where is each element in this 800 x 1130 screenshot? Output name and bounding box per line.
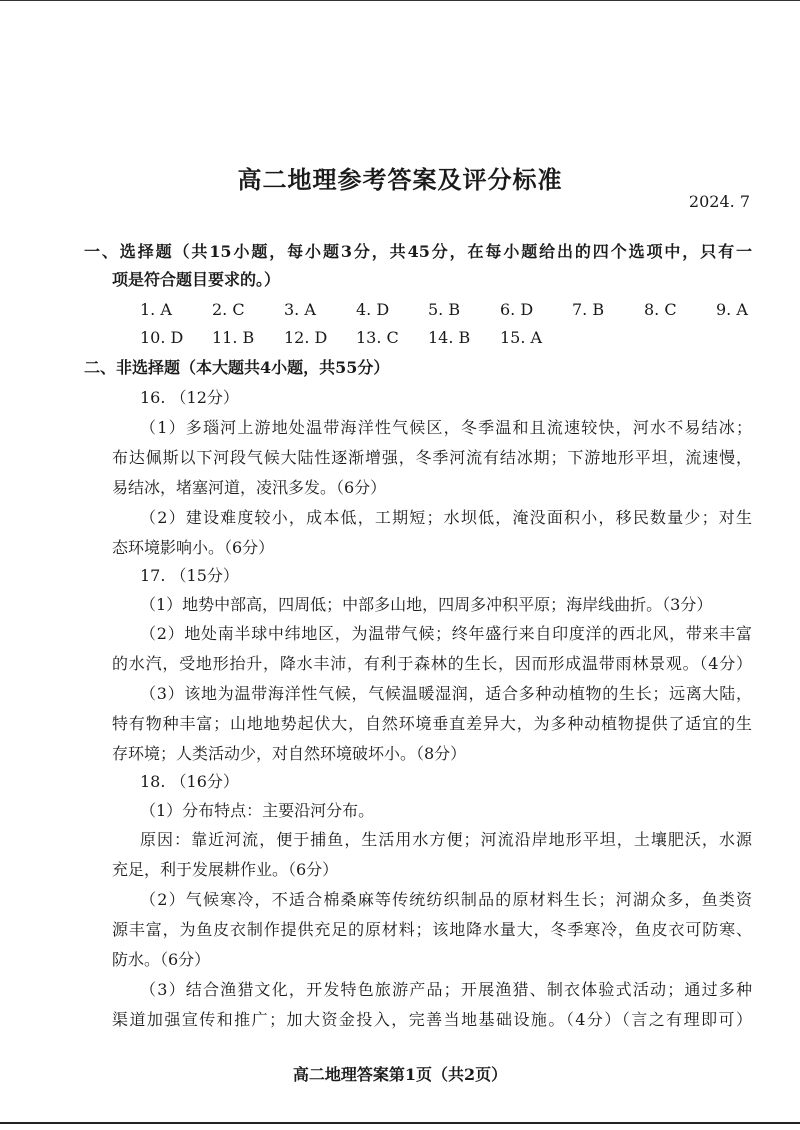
answer-item: 12. D: [284, 328, 328, 347]
q16-p2-line2: 态环境影响小。（6分）: [112, 538, 275, 557]
answer-item: 4. D: [356, 300, 390, 319]
answers-row-1: [140, 300, 756, 320]
answer-item: 6. D: [500, 300, 534, 319]
q17-p3-line3: 存环境；人类活动少，对自然环境破坏小。（8分）: [112, 744, 467, 763]
section1-heading: 一、选择题（共15小题，每小题3分，共45分，在每小题给出的四个选项中，只有一: [84, 242, 752, 261]
q16-p2-line1: （2）建设难度较小，成本低，工期短；水坝低，淹没面积小，移民数量少；对生: [140, 508, 752, 527]
q18-p3-line1: （3）结合渔猎文化，开发特色旅游产品；开展渔猎、制衣体验式活动；通过多种: [140, 980, 752, 999]
answer-item: 9. A: [716, 300, 748, 319]
answer-item: 3. A: [284, 300, 316, 319]
q16-p1-line2: 布达佩斯以下河段气候大陆性逐渐增强，冬季河流有结冰期；下游地形平坦，流速慢，: [112, 448, 752, 467]
answer-item: 11. B: [212, 328, 255, 347]
answer-item: 8. C: [644, 300, 677, 319]
q16-p1-line3: 易结冰，堵塞河道，凌汛多发。（6分）: [112, 478, 387, 497]
section2-heading: 二、非选择题（本大题共4小题，共55分）: [84, 358, 390, 377]
q17-label: 17. （15分）: [140, 566, 239, 585]
q16-p1-line1: （1）多瑙河上游地处温带海洋性气候区，冬季温和且流速较快，河水不易结冰；: [140, 418, 752, 437]
q18-p1b-line2: 充足，利于发展耕作业。（6分）: [112, 860, 339, 879]
q18-p3-line2: 渠道加强宣传和推广；加大资金投入，完善当地基础设施。（4分）（言之有理即可）: [112, 1010, 752, 1029]
date-label: 2024. 7: [688, 192, 750, 211]
answer-item: 15. A: [500, 328, 543, 347]
q17-p2-line2: 的水汽，受地形抬升，降水丰沛，有利于森林的生长，因而形成温带雨林景观。（4分）: [112, 654, 752, 673]
q18-p1-line1: （1）分布特点：主要沿河分布。: [140, 801, 375, 820]
answer-item: 13. C: [356, 328, 399, 347]
answer-item: 14. B: [428, 328, 471, 347]
answer-item: 7. B: [572, 300, 605, 319]
answer-item: 2. C: [212, 300, 245, 319]
q18-p2-line3: 防水。（6分）: [112, 950, 211, 969]
q18-p2-line2: 源丰富，为鱼皮衣制作提供充足的原材料；该地降水量大，冬季寒冷，鱼皮衣可防寒、: [112, 920, 752, 939]
answer-item: 5. B: [428, 300, 461, 319]
q18-p2-line1: （2）气候寒冷，不适合棉桑麻等传统纺织制品的原材料生长；河湖众多，鱼类资: [140, 890, 752, 909]
bottom-border: [0, 1122, 800, 1124]
answer-item: 10. D: [140, 328, 184, 347]
q17-p2-line1: （2）地处南半球中纬地区，为温带气候；终年盛行来自印度洋的西北风，带来丰富: [140, 624, 752, 643]
q17-p3-line2: 特有物种丰富；山地地势起伏大，自然环境垂直差异大，为多种动植物提供了适宜的生: [112, 714, 752, 733]
q17-p3-line1: （3）该地为温带海洋性气候，气候温暖湿润，适合多种动植物的生长；远离大陆，: [140, 684, 752, 703]
q18-label: 18. （16分）: [140, 772, 239, 791]
top-border: [0, 0, 800, 1]
q17-p1-line1: （1）地势中部高，四周低；中部多山地，四周多冲积平原；海岸线曲折。（3分）: [140, 595, 713, 614]
answers-row-2: [140, 328, 572, 348]
page-footer: 高二地理答案第1页（共2页）: [292, 1065, 508, 1084]
q16-label: 16. （12分）: [140, 388, 239, 407]
q18-p1b-line1: 原因：靠近河流，便于捕鱼，生活用水方便；河流沿岸地形平坦，土壤肥沃，水源: [140, 830, 752, 849]
section1-heading-cont: 项是符合题目要求的。）: [112, 270, 281, 289]
page-title: 高二地理参考答案及评分标准: [237, 165, 563, 194]
answer-item: 1. A: [140, 300, 172, 319]
